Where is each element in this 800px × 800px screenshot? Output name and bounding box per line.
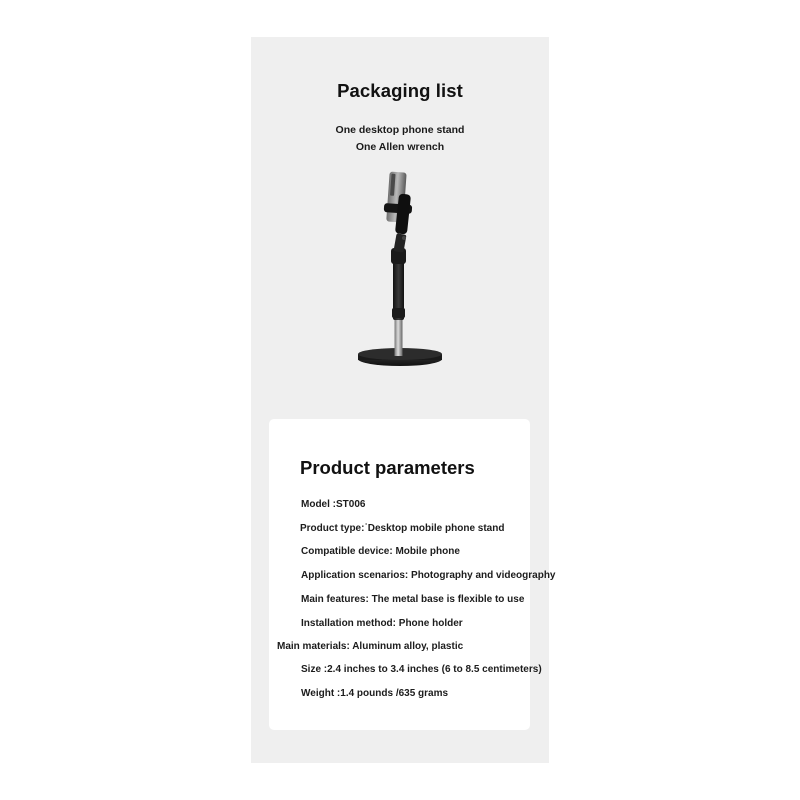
param-weight: Weight :1.4 pounds /635 grams	[301, 688, 449, 699]
param-model: Model :ST006	[301, 499, 366, 510]
packaging-list-title: Packaging list	[337, 80, 463, 101]
param-product-type: Product type:˙Desktop mobile phone stand	[300, 523, 505, 534]
param-size: Size :2.4 inches to 3.4 inches (6 to 8.5 centimeters)	[301, 664, 542, 675]
param-application-scenarios: Application scenarios: Photography and videography	[301, 570, 556, 581]
param-main-features: Main features: The metal base is flexible to use	[301, 594, 525, 605]
phone-stand-image	[350, 168, 450, 373]
param-compatible-device: Compatible device: Mobile phone	[301, 546, 460, 557]
packaging-item: One desktop phone stand	[335, 124, 465, 136]
param-main-materials: Main materials: Aluminum alloy, plastic	[277, 641, 464, 652]
param-installation-method: Installation method: Phone holder	[301, 618, 463, 629]
product-parameters-title: Product parameters	[300, 457, 475, 478]
packaging-item: One Allen wrench	[355, 141, 445, 153]
